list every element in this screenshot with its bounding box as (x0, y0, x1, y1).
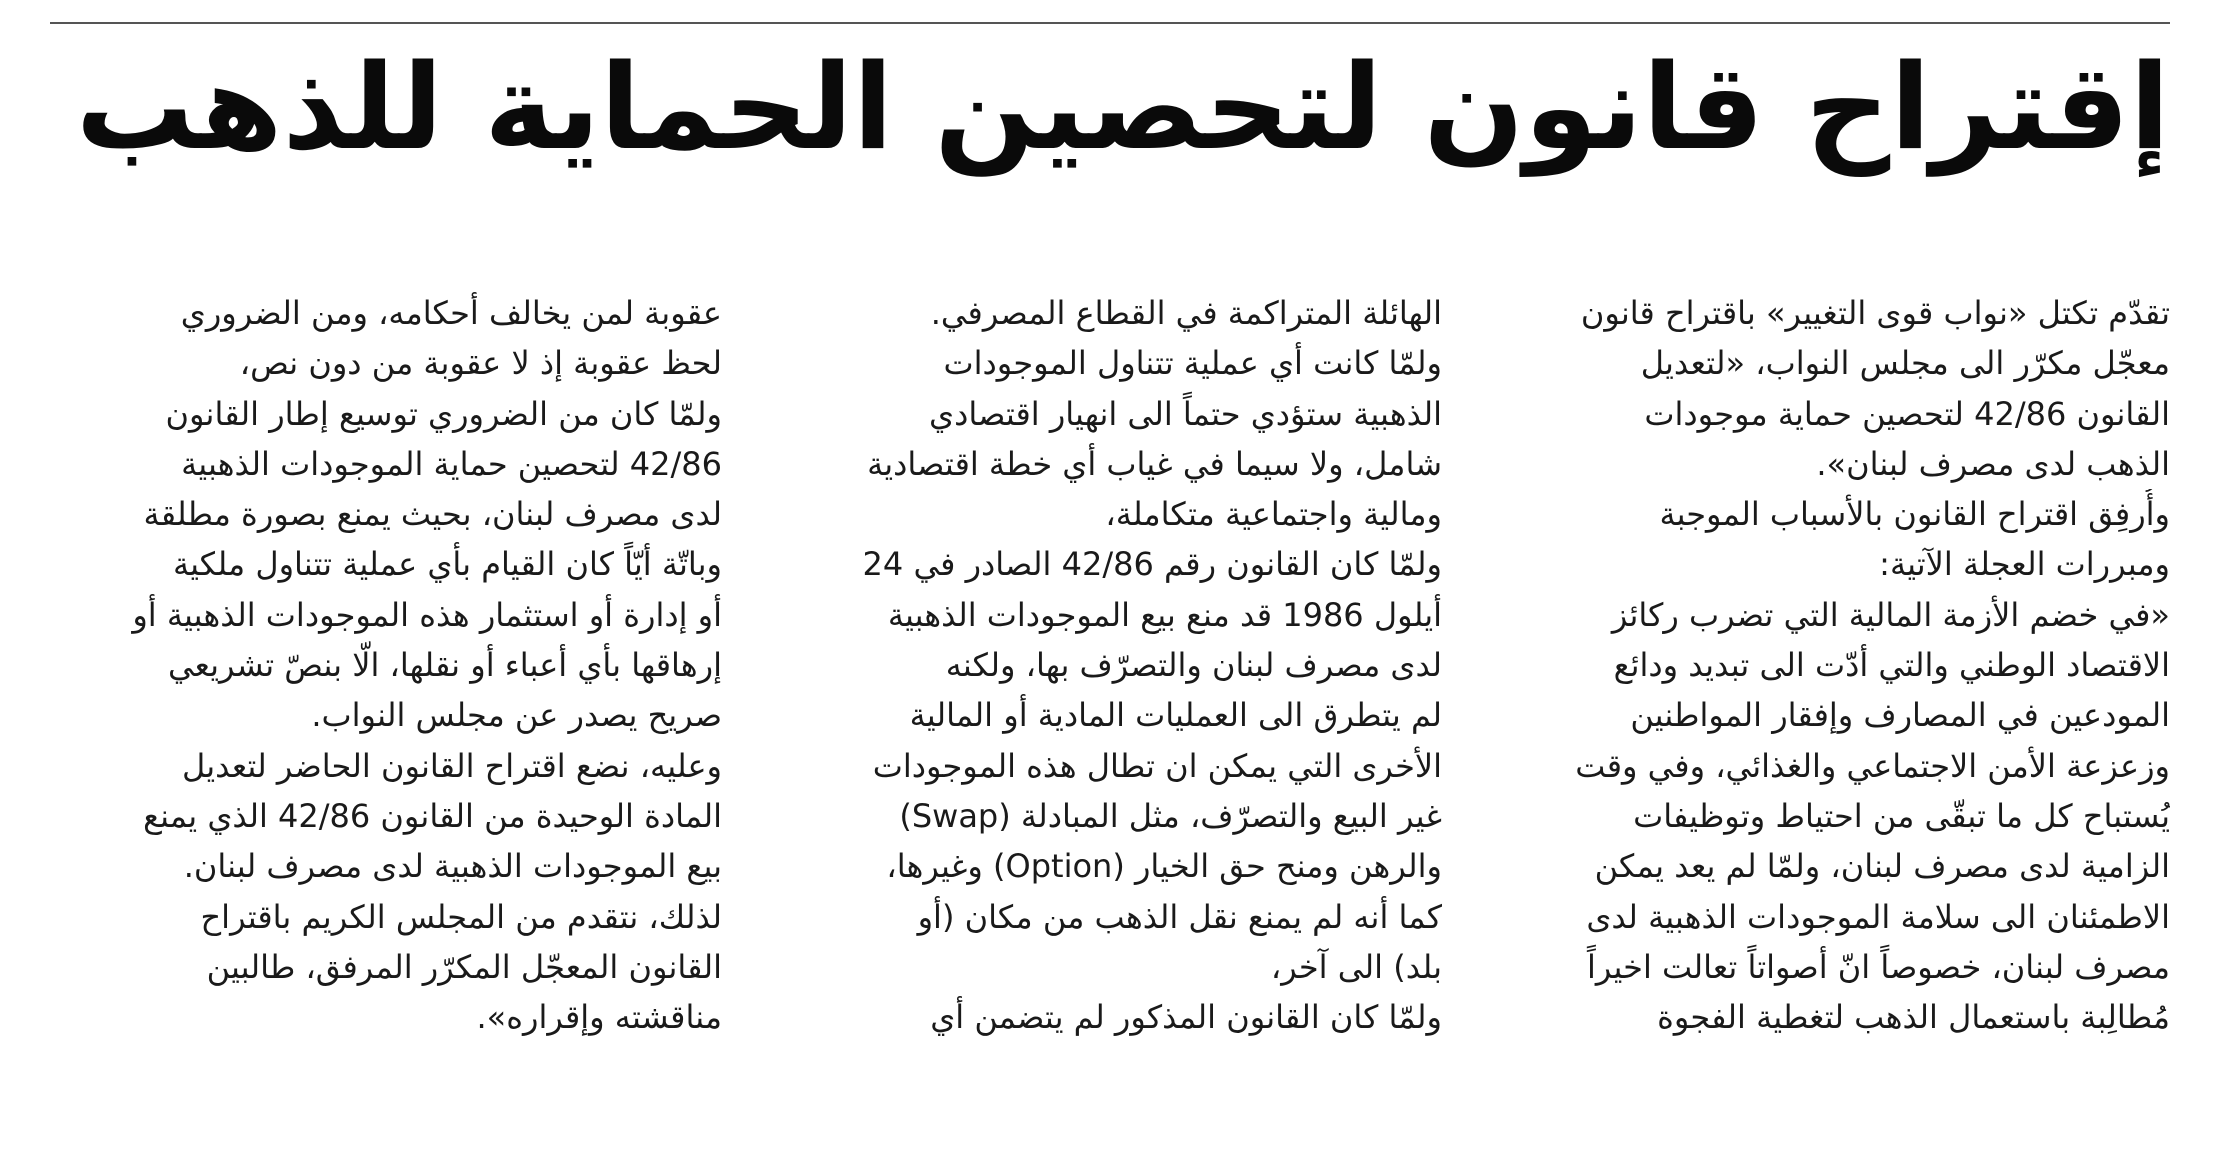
article-line: لم يتطرق الى العمليات المادية أو المالية (909, 696, 1442, 735)
article-line: لذلك، نتقدم من المجلس الكريم باقتراح (200, 897, 722, 936)
article-column-middle (772, 288, 1442, 1042)
article-column-left (52, 288, 722, 1042)
article-line: أو إدارة أو استثمار هذه الموجودات الذهبية أو (132, 595, 722, 634)
article-line: الذهب لدى مصرف لبنان». (1816, 444, 2170, 483)
article-line: المودعين في المصارف وإفقار المواطنين (1630, 696, 2170, 735)
article-line: ولمّا كان القانون المذكور لم يتضمن أي (930, 998, 1442, 1037)
article-line: ولمّا كانت أي عملية تتناول الموجودات (943, 344, 1442, 383)
top-rule (50, 22, 2170, 24)
article-line: وعليه، نضع اقتراح القانون الحاضر لتعديل (181, 746, 722, 785)
article-line: صريح يصدر عن مجلس النواب. (311, 696, 722, 735)
article-line: القانون المعجّل المكرّر المرفق، طالبين (206, 947, 722, 986)
article-line: الهائلة المتراكمة في القطاع المصرفي. (930, 294, 1442, 332)
article-line: إرهاقها بأي أعباء أو نقلها، الّا بنصّ تشريعي (168, 646, 722, 685)
article-line: القانون 42/86 لتحصين حماية موجودات (1644, 394, 2170, 433)
article-line: ولمّا كان من الضروري توسيع إطار القانون (165, 394, 722, 433)
article-line: لدى مصرف لبنان، بحيث يمنع بصورة مطلقة (143, 495, 722, 534)
article-line: والرهن ومنح حق الخيار (Option) وغيرها، (886, 847, 1442, 886)
article-line: المادة الوحيدة من القانون 42/86 الذي يمنع (143, 796, 722, 835)
article-line: يُستباح كل ما تبقّى من احتياط وتوظيفات (1633, 796, 2170, 835)
article-line: الأخرى التي يمكن ان تطال هذه الموجودات (872, 746, 1442, 785)
article-line: لحظ عقوبة إذ لا عقوبة من دون نص، (239, 344, 722, 383)
headline: إقتراح قانون لتحصين الحماية للذهب (75, 38, 2170, 176)
article-line: شامل، ولا سيما في غياب أي خطة اقتصادية (867, 444, 1442, 483)
article-line: الاقتصاد الوطني والتي أدّت الى تبديد ودائع (1613, 646, 2170, 685)
article-line: مناقشته وإقراره». (476, 998, 722, 1037)
article-line: كما أنه لم يمنع نقل الذهب من مكان (أو (917, 897, 1442, 936)
article-line: وزعزعة الأمن الاجتماعي والغذائي، وفي وقت (1575, 746, 2170, 785)
article-line: لدى مصرف لبنان والتصرّف بها، ولكنه (945, 646, 1442, 685)
article-line: ولمّا كان القانون رقم 42/86 الصادر في 24 (862, 545, 1442, 584)
article-line: تقدّم تكتل «نواب قوى التغيير» باقتراح قانون (1580, 294, 2170, 332)
article-line: بيع الموجودات الذهبية لدى مصرف لبنان. (183, 847, 722, 886)
article-line: الذهبية ستؤدي حتماً الى انهيار اقتصادي (929, 394, 1442, 433)
article-line: وباتّة أيّاً كان القيام بأي عملية تتناول ملكية (172, 545, 722, 584)
article-line: الاطمئنان الى سلامة الموجودات الذهبية لدى (1586, 897, 2170, 936)
article-line: غير البيع والتصرّف، مثل المبادلة (Swap) (899, 796, 1442, 835)
article-line: بلد) الى آخر، (1270, 947, 1442, 986)
article-line: عقوبة لمن يخالف أحكامه، ومن الضروري (180, 294, 722, 332)
article-line: «في خضم الأزمة المالية التي تضرب ركائز (1611, 595, 2170, 634)
article-line: الزامية لدى مصرف لبنان، ولمّا لم يعد يمكن (1594, 847, 2170, 886)
article-line: ومبررات العجلة الآتية: (1879, 545, 2170, 584)
article-line: وأُرفِق اقتراح القانون بالأسباب الموجبة (1659, 495, 2170, 534)
article-line: مُطالِبة باستعمال الذهب لتغطية الفجوة (1657, 998, 2170, 1037)
article-line: مصرف لبنان، خصوصاً انّ أصواتاً تعالت اخيراً (1586, 947, 2170, 986)
article-line: معجّل مكرّر الى مجلس النواب، «لتعديل (1640, 344, 2170, 383)
article-column-right (1500, 288, 2170, 1042)
article-line: ومالية واجتماعية متكاملة، (1105, 495, 1442, 534)
article-line: 42/86 لتحصين حماية الموجودات الذهبية (181, 444, 722, 483)
article-line: أيلول 1986 قد منع بيع الموجودات الذهبية (887, 595, 1442, 634)
